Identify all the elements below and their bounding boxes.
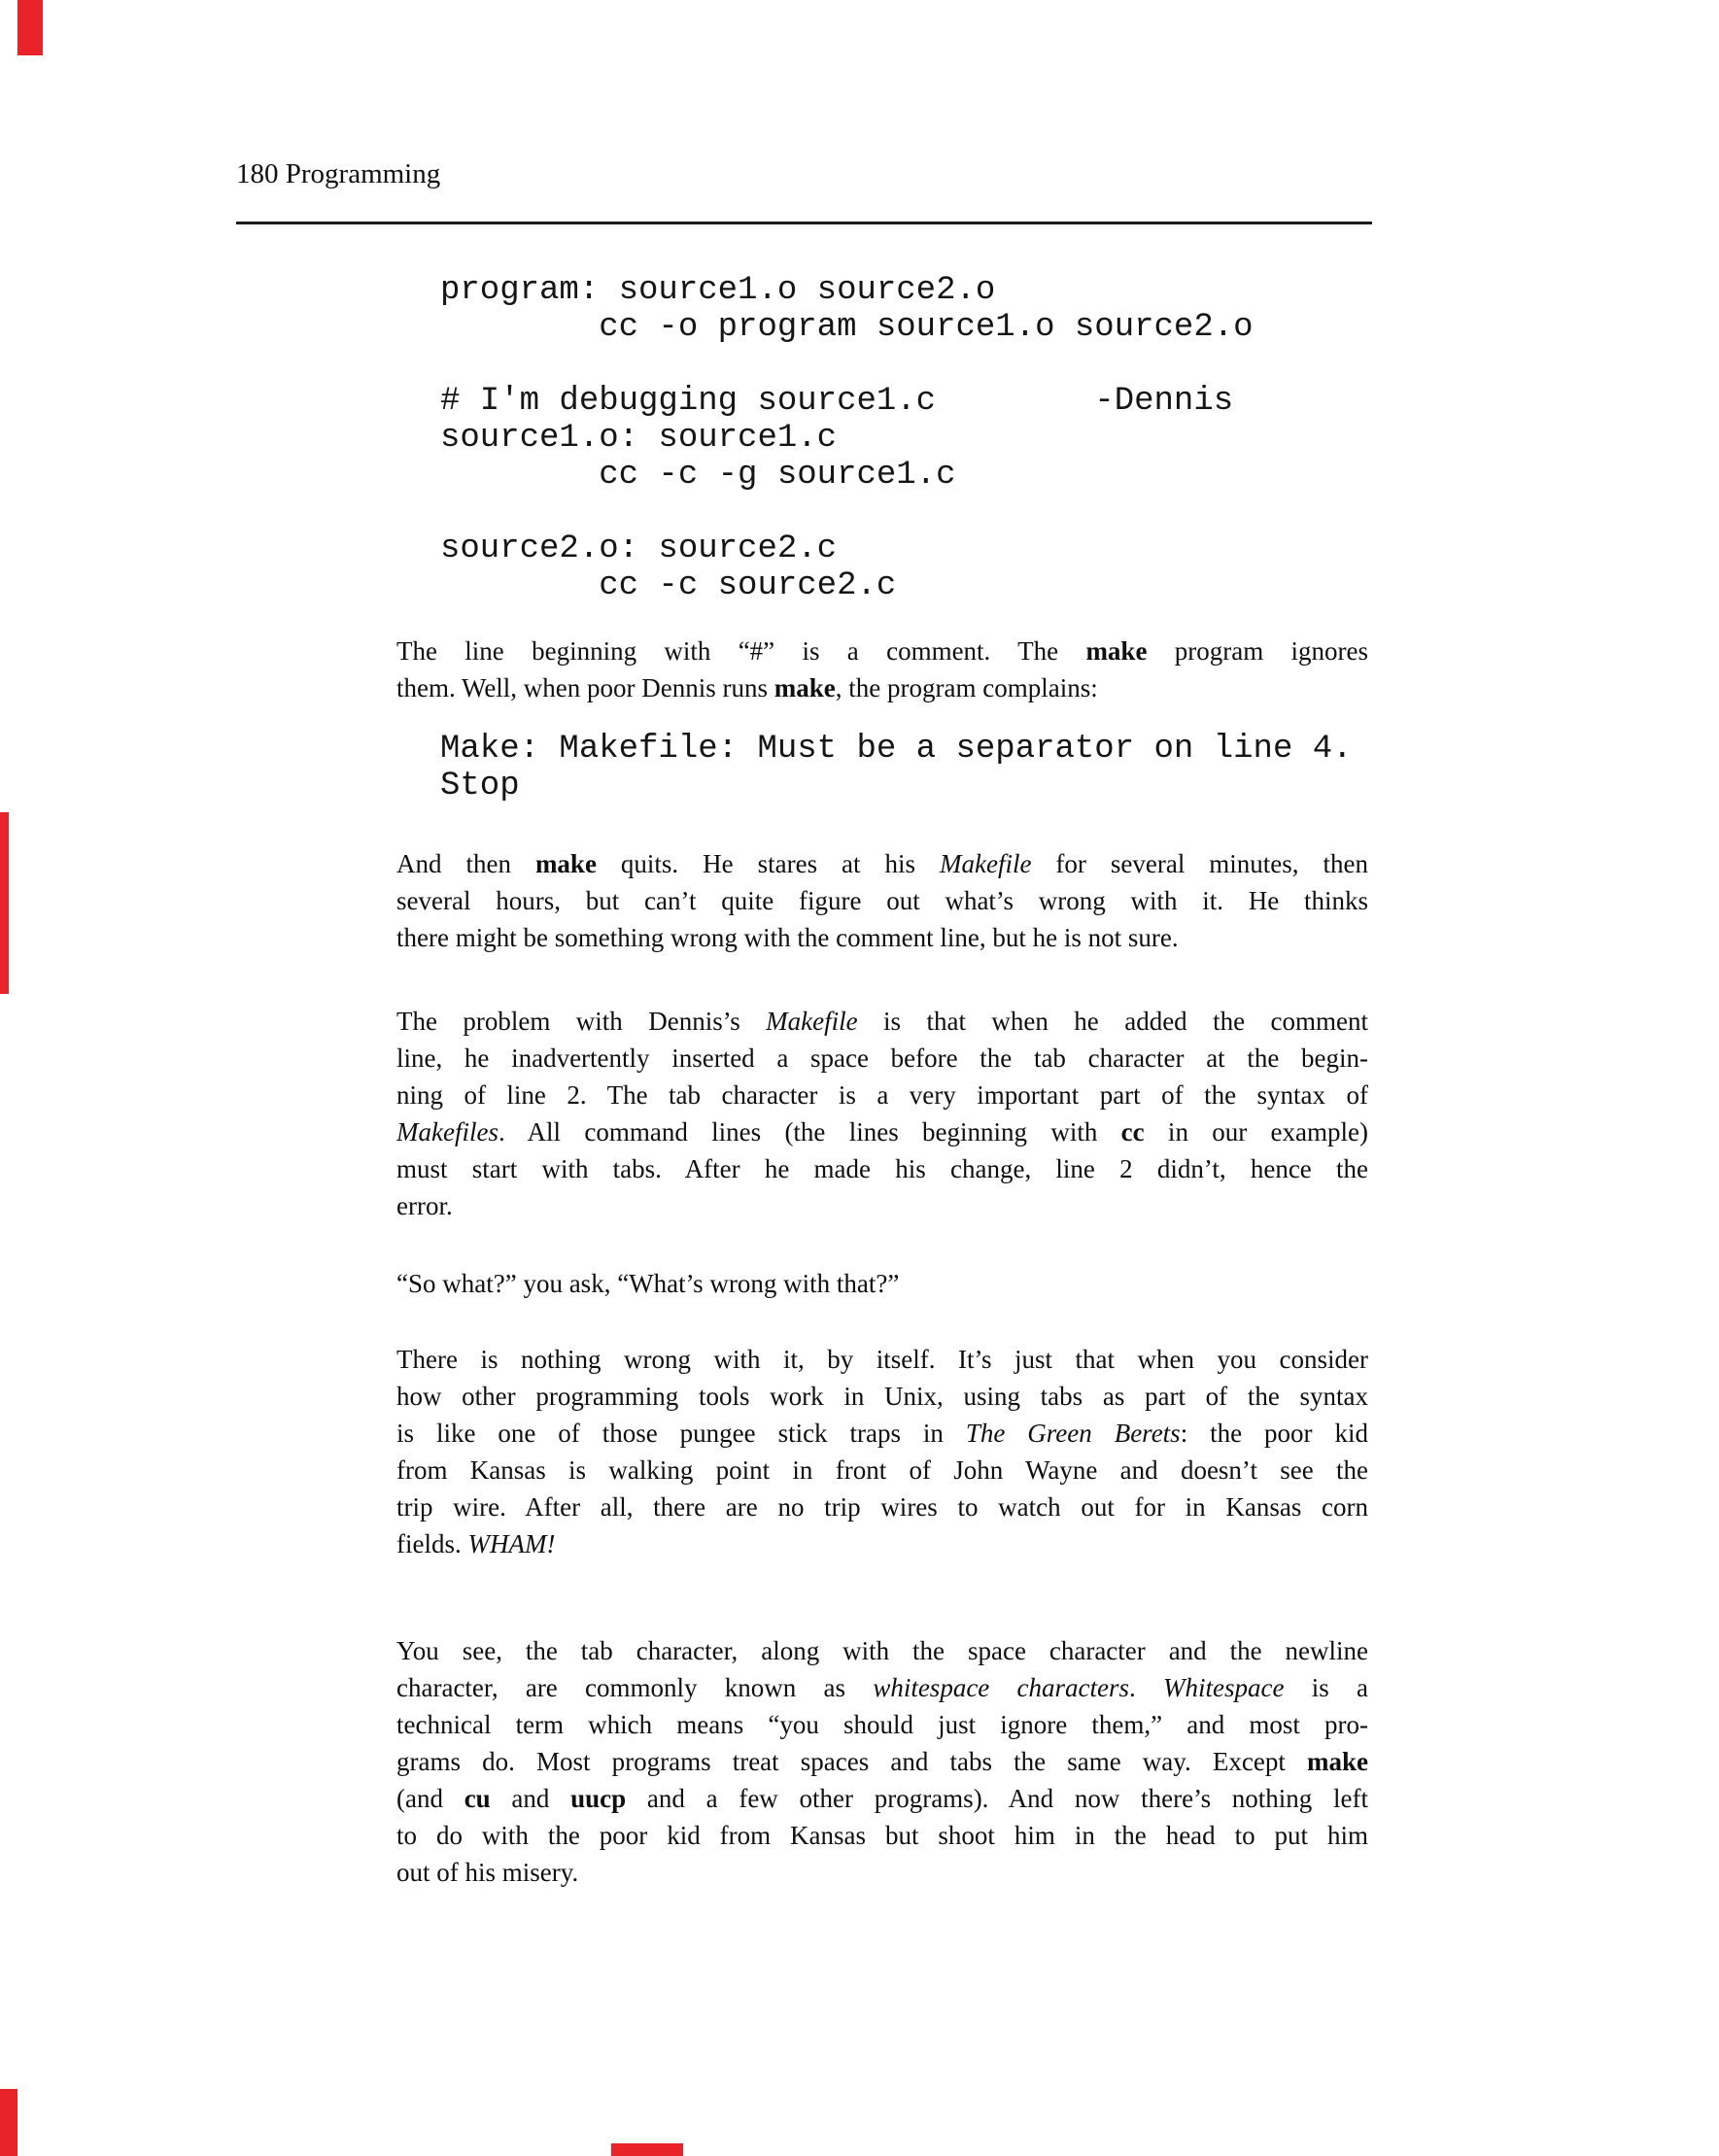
- makefile-listing: [440, 272, 1254, 604]
- text-line: You see, the tab character, along with the space character and the newline: [396, 1636, 1368, 1665]
- text-line: character, are commonly known as whitespace characters. Whitespace is a: [396, 1673, 1368, 1702]
- code-line: # I'm debugging source1.c -Dennis: [440, 383, 1234, 420]
- code-line: source2.o: source2.c: [440, 530, 838, 567]
- text-line: ning of line 2. The tab character is a very important part of the syntax of: [396, 1080, 1368, 1110]
- code-line: Make: Makefile: Must be a separator on line 4.: [440, 731, 1353, 768]
- text-line: And then make quits. He stares at his Makefile for several minutes, then: [396, 849, 1368, 878]
- code-line: [440, 346, 1254, 383]
- make-error-output: [440, 731, 1353, 804]
- para-green-berets: [396, 1341, 1368, 1562]
- text-line: there might be something wrong with the comment line, but he is not sure.: [396, 923, 1179, 952]
- text-line: technical term which means “you should just ignore them,” and most pro-: [396, 1710, 1368, 1739]
- para-problem-explained: [396, 1003, 1368, 1224]
- text-line: line, he inadvertently inserted a space before the tab character at the begin-: [396, 1044, 1368, 1073]
- para-comment-ignored: [396, 633, 1368, 706]
- text-line: The line beginning with “#” is a comment. The make program ignores: [396, 636, 1368, 666]
- text-line: how other programming tools work in Unix, using tabs as part of the syntax: [396, 1382, 1368, 1411]
- text-line: error.: [396, 1191, 453, 1220]
- running-header: 180 Programming: [236, 158, 441, 189]
- text-line: “So what?” you ask, “What’s wrong with that?”: [396, 1269, 900, 1298]
- code-line: program: source1.o source2.o: [440, 272, 996, 309]
- header-rule: [236, 222, 1372, 224]
- para-whitespace: [396, 1632, 1368, 1891]
- code-line: cc -o program source1.o source2.o: [440, 309, 1254, 346]
- text-line: There is nothing wrong with it, by itself. It’s just that when you consider: [396, 1345, 1368, 1374]
- text-line: grams do. Most programs treat spaces and tabs the same way. Except make: [396, 1747, 1368, 1776]
- red-scan-mark-left-edge: [0, 812, 9, 994]
- text-line: The problem with Dennis’s Makefile is that when he added the comment: [396, 1007, 1368, 1036]
- text-line: is like one of those pungee stick traps in The Green Berets: the poor kid: [396, 1419, 1368, 1448]
- text-line: them. Well, when poor Dennis runs make, the program complains:: [396, 673, 1098, 702]
- text-line: out of his misery.: [396, 1858, 579, 1887]
- text-line: (and cu and uucp and a few other programs). And now there’s nothing left: [396, 1784, 1368, 1813]
- red-scan-mark-bottom-edge: [611, 2143, 683, 2156]
- text-line: several hours, but can’t quite figure out what’s wrong with it. He thinks: [396, 886, 1368, 915]
- text-line: Makefiles. All command lines (the lines beginning with cc in our example): [396, 1117, 1368, 1146]
- code-line: cc -c -g source1.c: [440, 457, 956, 494]
- text-line: to do with the poor kid from Kansas but shoot him in the head to put him: [396, 1821, 1368, 1850]
- red-scan-mark-top-left: [17, 0, 43, 55]
- code-line: source1.o: source1.c: [440, 420, 838, 457]
- text-line: must start with tabs. After he made his change, line 2 didn’t, hence the: [396, 1154, 1368, 1183]
- code-line: cc -c source2.c: [440, 567, 897, 604]
- text-line: fields. WHAM!: [396, 1529, 556, 1558]
- code-line: Stop: [440, 768, 520, 804]
- red-scan-mark-bottom-left: [0, 2089, 17, 2156]
- text-line: trip wire. After all, there are no trip wires to watch out for in Kansas corn: [396, 1492, 1368, 1522]
- code-line: [440, 494, 1254, 530]
- para-make-quits: [396, 845, 1368, 956]
- para-so-what: [396, 1265, 1368, 1302]
- text-line: from Kansas is walking point in front of John Wayne and doesn’t see the: [396, 1455, 1368, 1485]
